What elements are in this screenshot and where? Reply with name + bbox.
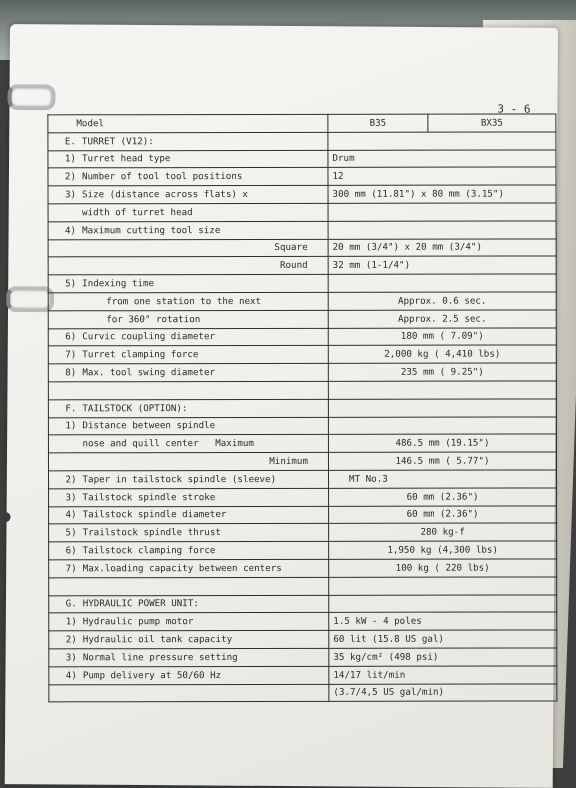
row-label: Square	[78, 239, 328, 257]
row-label: Hydraulic pump motor	[79, 613, 329, 631]
table-row	[48, 274, 556, 293]
row-sublabel: Minimum	[78, 453, 328, 471]
row-number: 1)	[48, 150, 78, 168]
row-number	[48, 435, 78, 453]
row-label: Maximum cutting tool size	[78, 221, 328, 239]
row-value: 146.5 mm ( 5.77")	[328, 452, 556, 470]
row-number	[48, 293, 78, 311]
section-heading-tailstock	[48, 399, 556, 418]
row-number: 3)	[48, 186, 78, 204]
row-value: 60 lit (15.8 US gal)	[329, 630, 557, 648]
row-label: Tailstock clamping force	[79, 541, 329, 559]
row-value: 32 mm (1-1/4")	[328, 256, 556, 274]
table-row	[48, 470, 556, 489]
row-value: 300 mm (11.81") x 80 mm (3.15")	[328, 185, 556, 203]
row-value: Drum	[328, 150, 556, 168]
table-row	[49, 559, 557, 578]
section-letter: F.	[48, 400, 78, 418]
row-value	[328, 274, 556, 292]
row-number: 2)	[48, 168, 78, 186]
blank-cell	[329, 594, 557, 612]
row-label: Number of tool tool positions	[78, 168, 328, 186]
table-row	[48, 345, 556, 364]
table-row	[49, 630, 557, 649]
row-label: Trailstock spindle thrust	[79, 524, 329, 542]
section-title: TAILSTOCK (OPTION):	[78, 399, 328, 417]
row-value: 100 kg ( 220 lbs)	[329, 559, 557, 577]
table-row	[49, 648, 557, 667]
spacer-row	[49, 577, 557, 596]
row-label: nose and quill center	[82, 438, 199, 450]
model-label: Model	[48, 114, 328, 132]
row-number: 4)	[49, 506, 79, 524]
row-value: 60 mm (2.36")	[329, 488, 557, 506]
model-col-b35: B35	[328, 114, 428, 132]
table-row	[48, 221, 556, 240]
row-value: 14/17 lit/min	[329, 666, 557, 684]
table-row	[49, 666, 557, 685]
row-sublabel: Maximum	[215, 438, 254, 450]
row-number: 3)	[49, 489, 79, 507]
manual-page	[5, 24, 558, 788]
row-number: 2)	[48, 471, 78, 489]
row-label: Pump delivery at 50/60 Hz	[79, 666, 329, 684]
row-number	[48, 204, 78, 222]
section-letter: E.	[48, 133, 78, 151]
row-number: 3)	[49, 649, 79, 667]
table-row	[48, 150, 556, 169]
row-value: (3.7/4,5 US gal/min)	[329, 683, 557, 701]
row-number: 1)	[49, 613, 79, 631]
row-number: 1)	[48, 417, 78, 435]
row-number	[48, 453, 78, 471]
row-value: 180 mm ( 7.09")	[328, 328, 556, 346]
row-label: Normal line pressure setting	[79, 648, 329, 666]
table-row	[48, 417, 556, 436]
row-number: 6)	[49, 542, 79, 560]
table-row	[48, 328, 556, 347]
row-value: Approx. 0.6 sec.	[328, 292, 556, 310]
section-title: TURRET (V12):	[78, 132, 328, 150]
row-label: from one station to the next	[78, 292, 328, 310]
row-value: 1.5 kW - 4 poles	[329, 612, 557, 630]
table-row	[48, 310, 556, 329]
binder-ring-icon	[7, 84, 55, 110]
table-row	[49, 541, 557, 560]
row-value: 280 kg-f	[329, 523, 557, 541]
row-value: Approx. 2.5 sec.	[328, 310, 556, 328]
section-heading-hydraulic	[49, 594, 557, 613]
spacer-row	[48, 381, 556, 400]
row-value: 60 mm (2.36")	[329, 505, 557, 523]
table-row	[49, 612, 557, 631]
row-label: Indexing time	[78, 275, 328, 293]
punch-hole-icon	[1, 512, 11, 522]
row-number: 8)	[48, 364, 78, 382]
row-value: 35 kg/cm² (498 psi)	[329, 648, 557, 666]
row-label: Turret head type	[78, 150, 328, 168]
table-row	[48, 363, 556, 382]
blank-cell	[328, 399, 556, 417]
row-value	[328, 417, 556, 435]
row-number: 6)	[48, 328, 78, 346]
row-value: 20 mm (3/4") x 20 mm (3/4")	[328, 239, 556, 257]
section-heading-turret	[48, 132, 556, 151]
section-title: HYDRAULIC POWER UNIT:	[79, 595, 329, 613]
table-row	[49, 523, 557, 542]
row-label: Taper in tailstock spindle (sleeve)	[78, 470, 328, 488]
row-number: 2)	[49, 631, 79, 649]
table-row	[49, 505, 557, 524]
table-row	[48, 239, 556, 258]
row-value: 2,000 kg ( 4,410 lbs)	[328, 345, 556, 363]
row-value	[328, 203, 556, 221]
row-label: width of turret head	[78, 203, 328, 221]
table-row	[48, 434, 556, 453]
table-row	[49, 683, 557, 702]
page-number: 3 - 6	[497, 102, 531, 116]
row-number: 4)	[49, 666, 79, 684]
spec-table	[47, 113, 557, 702]
row-value: 486.5 mm (19.15")	[328, 434, 556, 452]
row-label: Tailstock spindle diameter	[79, 506, 329, 524]
row-label: Curvic coupling diameter	[78, 328, 328, 346]
table-row	[48, 452, 556, 471]
row-number: 7)	[48, 346, 78, 364]
row-label: Tailstock spindle stroke	[79, 488, 329, 506]
table-row	[48, 167, 556, 186]
row-label: Hydraulic oil tank capacity	[79, 630, 329, 648]
blank-cell	[328, 132, 556, 150]
table-header-row	[48, 114, 556, 133]
row-value: 12	[328, 167, 556, 185]
table-row	[48, 292, 556, 311]
row-label: Size (distance across flats) x	[78, 186, 328, 204]
row-number: 4)	[48, 222, 78, 240]
row-value: 1,950 kg (4,300 lbs)	[329, 541, 557, 559]
row-label: Max. tool swing diameter	[78, 364, 328, 382]
row-label: Round	[78, 257, 328, 275]
row-number: 5)	[48, 275, 78, 293]
row-label: Max.loading capacity between centers	[79, 559, 329, 577]
table-row	[48, 256, 556, 275]
row-number	[49, 684, 79, 702]
row-value	[328, 221, 556, 239]
table-row	[48, 185, 556, 204]
row-number	[48, 311, 78, 329]
row-number	[48, 239, 78, 257]
row-value: MT No.3	[329, 470, 557, 488]
section-letter: G.	[49, 595, 79, 613]
model-col-bx35: BX35	[428, 114, 556, 132]
row-label: Turret clamping force	[78, 346, 328, 364]
row-label	[79, 684, 329, 702]
row-label: for 360° rotation	[78, 310, 328, 328]
row-number	[48, 257, 78, 275]
row-label: Distance between spindle	[78, 417, 328, 435]
row-number: 7)	[49, 560, 79, 578]
table-row	[48, 203, 556, 222]
table-row	[49, 488, 557, 507]
row-number: 5)	[49, 524, 79, 542]
row-value: 235 mm ( 9.25")	[328, 363, 556, 381]
